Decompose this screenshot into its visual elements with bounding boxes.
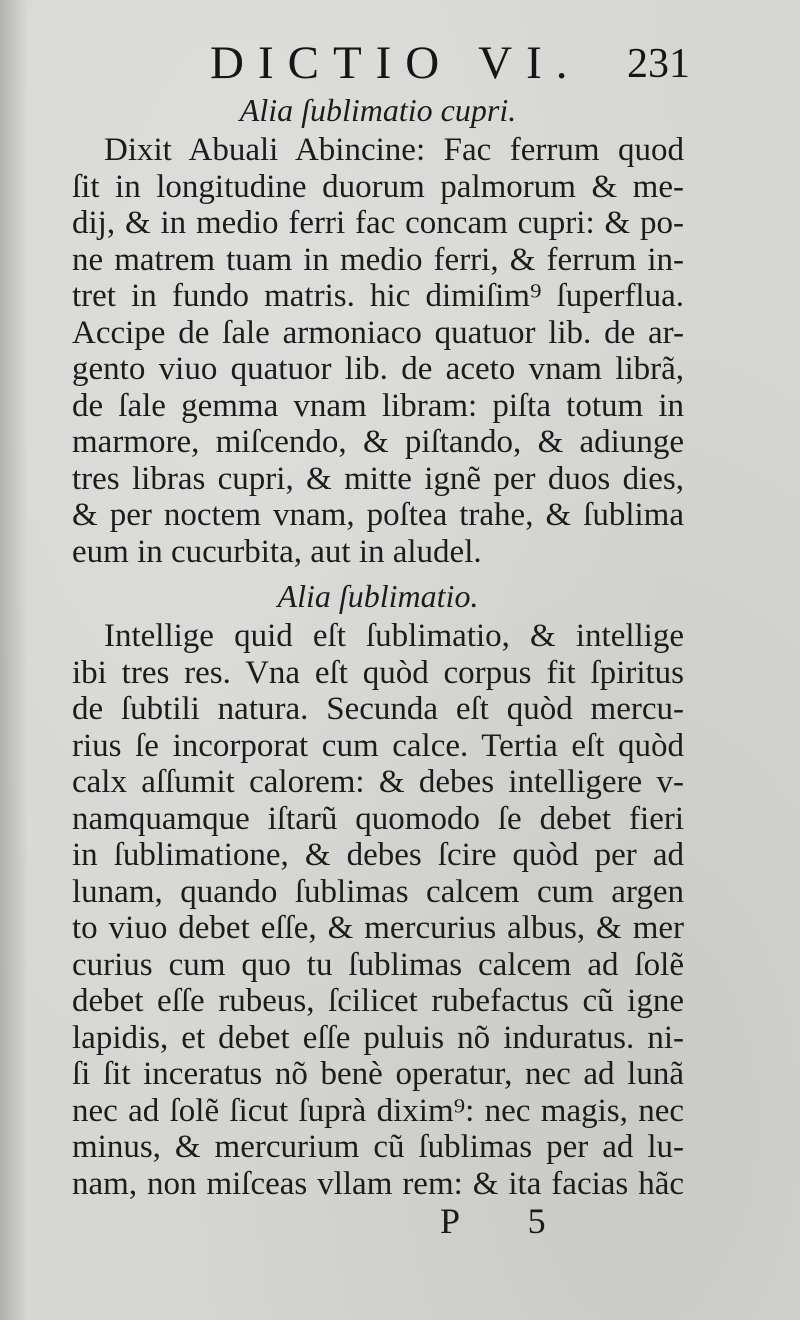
gutter-shadow	[0, 0, 28, 1320]
text-line: in ſublimatione, & debes ſcire quòd per ad	[72, 837, 684, 873]
text-line: tres libras cupri, & mitte ignẽ per duos dies,	[72, 460, 684, 497]
text-line: ibi tres res. Vna eſt quòd corpus fit ſpiritus	[72, 654, 684, 691]
text-line: nec ad ſolẽ ſicut ſuprà dixim⁹: nec magis, nec	[72, 1092, 684, 1129]
text-line: marmore, miſcendo, & piſtando, & adiunge	[72, 424, 684, 460]
text-line: ne matrem tuam in medio ferri, & ferrum in-	[72, 241, 684, 278]
text-line: ſi ſit inceratus nõ benè operatur, nec ad lunã	[72, 1056, 684, 1092]
text-line: de ſale gemma vnam libram: piſta totum in	[72, 387, 684, 424]
text-line: gento viuo quatuor lib. de aceto vnam librã,	[72, 351, 684, 387]
text-line: lunam, quando ſublimas calcem cum argen	[72, 873, 684, 910]
section-heading: Alia ſublimatio cupri.	[239, 92, 517, 128]
page-number: 231	[627, 41, 690, 87]
text-line: nam, non miſceas vllam rem: & ita facias hãc	[72, 1165, 684, 1202]
text-line: lapidis, et debet eſſe puluis nõ induratus. ni-	[72, 1019, 684, 1056]
text-line: tret in fundo matris. hic dimiſim⁹ ſuperflua.	[72, 278, 684, 314]
text-line: & per noctem vnam, poſtea trahe, & ſublima	[72, 497, 684, 533]
text-line: Dixit Abuali Abincine: Fac ferrum quod	[104, 132, 684, 168]
text-line: eum in cucurbita, aut in aludel.	[72, 533, 482, 570]
text-line: de ſubtili natura. Secunda eſt quòd mercu-	[72, 691, 684, 727]
text-line: rius ſe incorporat cum calce. Tertia eſt quòd	[72, 727, 684, 764]
text-line: namquamque iſtarũ quomodo ſe debet fieri	[72, 800, 684, 837]
text-line: minus, & mercurium cũ ſublimas per ad lu-	[72, 1129, 684, 1165]
text-line: calx aſſumit calorem: & debes intelligere v-	[72, 764, 684, 800]
running-head: DICTIO VI.	[210, 37, 582, 89]
text-line: debet eſſe rubeus, ſcilicet rubefactus cũ igne	[72, 983, 684, 1019]
section-heading: Alia ſublimatio.	[277, 578, 479, 614]
text-line: curius cum quo tu ſublimas calcem ad ſolẽ	[72, 946, 684, 983]
text-line: Intellige quid eſt ſublimatio, & intellige	[104, 618, 684, 654]
signature-mark: P 5	[440, 1201, 576, 1241]
text-line: ſit in longitudine duorum palmorum & me-	[72, 168, 684, 205]
text-line: Accipe de ſale armoniaco quatuor lib. de ar-	[72, 314, 684, 351]
text-line: dij, & in medio ferri fac concam cupri: & po-	[72, 205, 684, 241]
text-line: to viuo debet eſſe, & mercurius albus, & mer	[72, 910, 684, 946]
text-block	[72, 88, 684, 1202]
